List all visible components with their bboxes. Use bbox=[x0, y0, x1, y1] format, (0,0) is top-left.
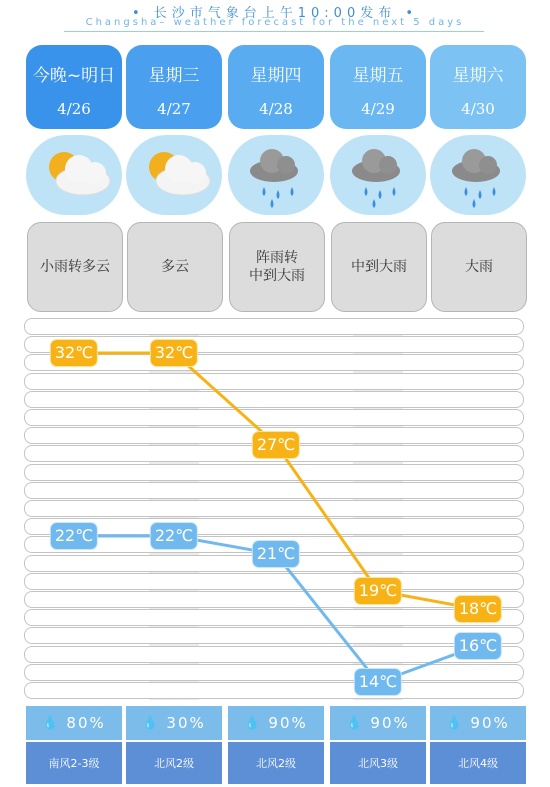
low-temp-label: 22℃ bbox=[150, 522, 198, 550]
condition-box: 多云 bbox=[127, 222, 223, 312]
droplet-icon: 💧 bbox=[142, 715, 161, 731]
page-title: • 长沙市气象台上午10:00发布 • bbox=[131, 6, 419, 21]
grid-row bbox=[24, 682, 524, 699]
grid-row bbox=[24, 391, 524, 408]
humidity-value: 90% bbox=[370, 714, 410, 732]
wind-cell: 北风2级 bbox=[228, 742, 324, 784]
humidity-cell bbox=[430, 706, 526, 740]
high-temp-label: 18℃ bbox=[454, 595, 502, 623]
grid-row bbox=[24, 336, 524, 353]
day-name: 星期三 bbox=[148, 66, 200, 86]
weather-icon-circle bbox=[228, 135, 324, 215]
high-temp-label: 32℃ bbox=[50, 339, 98, 367]
grid-row bbox=[24, 409, 524, 426]
grid-row bbox=[24, 464, 524, 481]
low-temp-label: 14℃ bbox=[354, 668, 402, 696]
grid-row bbox=[24, 518, 524, 535]
day-card-1[interactable] bbox=[126, 45, 222, 129]
low-temp-label: 22℃ bbox=[50, 522, 98, 550]
day-name: 星期五 bbox=[352, 66, 404, 86]
weather-icon-circle bbox=[26, 135, 122, 215]
high-temp-label: 27℃ bbox=[252, 431, 300, 459]
weather-icon-circle bbox=[126, 135, 222, 215]
day-name: 星期六 bbox=[452, 66, 504, 86]
humidity-cell bbox=[126, 706, 222, 740]
high-temp-label: 32℃ bbox=[150, 339, 198, 367]
humidity-value: 90% bbox=[268, 714, 308, 732]
humidity-cell bbox=[26, 706, 122, 740]
rain-cloud-icon bbox=[228, 135, 324, 215]
humidity-cell bbox=[228, 706, 324, 740]
day-name: 今晚~明日 bbox=[32, 66, 116, 86]
weather-icon-circle bbox=[330, 135, 426, 215]
day-date: 4/30 bbox=[461, 100, 495, 118]
grid-row bbox=[24, 664, 524, 681]
grid-row bbox=[24, 318, 524, 335]
grid-row bbox=[24, 482, 524, 499]
humidity-value: 80% bbox=[66, 714, 106, 732]
wind-cell: 北风4级 bbox=[430, 742, 526, 784]
condition-box: 大雨 bbox=[431, 222, 527, 312]
droplet-icon: 💧 bbox=[446, 715, 465, 731]
wind-cell: 北风3级 bbox=[330, 742, 426, 784]
day-name: 星期四 bbox=[250, 66, 302, 86]
day-card-0[interactable] bbox=[26, 45, 122, 129]
day-card-2[interactable] bbox=[228, 45, 324, 129]
grid-row bbox=[24, 609, 524, 626]
grid-row bbox=[24, 646, 524, 663]
humidity-value: 30% bbox=[166, 714, 206, 732]
condition-box: 中到大雨 bbox=[331, 222, 427, 312]
grid-row bbox=[24, 500, 524, 517]
high-temp-label: 19℃ bbox=[354, 577, 402, 605]
low-temp-label: 21℃ bbox=[252, 540, 300, 568]
day-card-4[interactable] bbox=[430, 45, 526, 129]
rain-cloud-icon bbox=[330, 135, 426, 215]
humidity-value: 90% bbox=[470, 714, 510, 732]
humidity-cell bbox=[330, 706, 426, 740]
grid-row bbox=[24, 627, 524, 644]
day-date: 4/28 bbox=[259, 100, 293, 118]
droplet-icon: 💧 bbox=[42, 715, 61, 731]
day-card-3[interactable] bbox=[330, 45, 426, 129]
condition-box: 小雨转多云 bbox=[27, 222, 123, 312]
grid-row bbox=[24, 373, 524, 390]
grid-row bbox=[24, 573, 524, 590]
grid-row bbox=[24, 354, 524, 371]
temperature-chart-grid bbox=[24, 318, 524, 700]
partly-cloudy-sun-icon bbox=[126, 135, 222, 215]
day-date: 4/29 bbox=[361, 100, 395, 118]
wind-cell: 北风2级 bbox=[126, 742, 222, 784]
page-subtitle: Changsha– weather forecast for the next 5 days bbox=[85, 17, 465, 28]
day-date: 4/26 bbox=[57, 100, 91, 118]
grid-row bbox=[24, 591, 524, 608]
droplet-icon: 💧 bbox=[346, 715, 365, 731]
wind-cell: 南风2-3级 bbox=[26, 742, 122, 784]
day-date: 4/27 bbox=[157, 100, 191, 118]
rain-cloud-icon bbox=[430, 135, 526, 215]
droplet-icon: 💧 bbox=[244, 715, 263, 731]
subtitle-underline bbox=[64, 31, 484, 32]
low-temp-label: 16℃ bbox=[454, 632, 502, 660]
partly-cloudy-sun-icon bbox=[26, 135, 122, 215]
condition-box: 阵雨转 中到大雨 bbox=[229, 222, 325, 312]
weather-icon-circle bbox=[430, 135, 526, 215]
